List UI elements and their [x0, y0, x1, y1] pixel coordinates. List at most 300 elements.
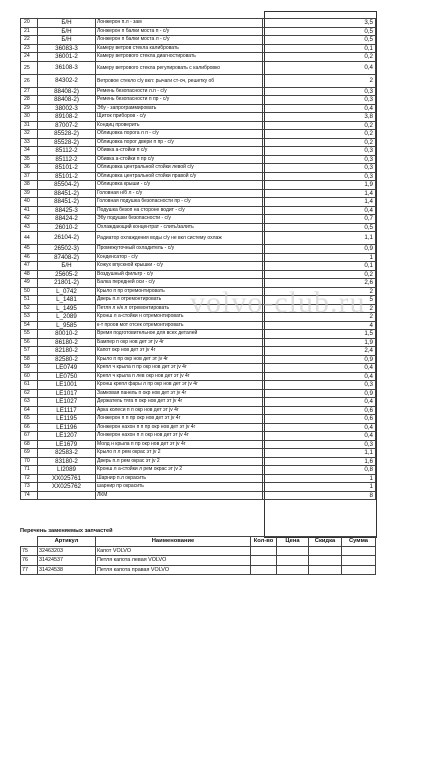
row-quantity: 0,5 [263, 27, 376, 36]
row-article: LE1017 [38, 389, 96, 398]
row-description: Лонжерон нахон п п пр окр нов дет эт jv 4г [96, 423, 263, 432]
row-number: 29 [21, 104, 38, 113]
row-article: L_1495 [38, 304, 96, 313]
row-article: 86180-2 [38, 338, 96, 347]
table-row [21, 491, 376, 500]
row-description: Облицовка центральной стойки левой с/у [96, 164, 263, 173]
row-article: 21801-2) [38, 279, 96, 288]
row-description: Камеру ветров стекла калибровать [96, 44, 263, 53]
part-article: 31424538 [38, 565, 96, 575]
row-number: 62 [21, 389, 38, 398]
row-article: 36001-2 [38, 53, 96, 62]
table-row [21, 164, 376, 173]
parts-row [21, 546, 376, 556]
table-row [21, 398, 376, 407]
row-quantity: 0,2 [263, 130, 376, 139]
row-description: Облицовка порог двери п пр - с/у [96, 138, 263, 147]
row-article: 83180-2 [38, 457, 96, 466]
row-quantity: 1 [263, 474, 376, 483]
row-article: XX025761 [38, 474, 96, 483]
row-number: 25 [21, 61, 38, 74]
row-quantity: 0,5 [263, 223, 376, 232]
row-quantity: 2 [263, 304, 376, 313]
row-description: Облицовка порога л п - с/у [96, 130, 263, 139]
row-article: 87408-2) [38, 253, 96, 262]
table-row [21, 483, 376, 492]
row-quantity: 0,1 [263, 44, 376, 53]
row-description: Держатель тяга п окр нов дет эт jv 4г [96, 398, 263, 407]
table-row [21, 389, 376, 398]
table-row [21, 466, 376, 475]
table-row [21, 130, 376, 139]
row-article: LE1207 [38, 432, 96, 441]
works-table [20, 18, 376, 500]
row-number: 71 [21, 466, 38, 475]
row-article: 26010-2 [38, 223, 96, 232]
table-row [21, 253, 376, 262]
row-number: 37 [21, 172, 38, 181]
row-description: Бампер п окр нов дет эт jv 4г [96, 338, 263, 347]
part-sum [342, 565, 376, 575]
row-description: Лонжерон п балки моста п - с/у [96, 27, 263, 36]
header-qty: Кол-во [251, 537, 277, 547]
row-description: Балка передней оси - с/у [96, 279, 263, 288]
row-description: Камеру ветрового стекла диагностировать [96, 53, 263, 62]
table-row [21, 381, 376, 390]
table-row [21, 321, 376, 330]
row-article: 82180-2 [38, 347, 96, 356]
part-discount [309, 546, 342, 556]
row-article: LE1679 [38, 440, 96, 449]
row-number: 49 [21, 279, 38, 288]
row-article: 38002-3 [38, 104, 96, 113]
row-description: Лонжерон нахон п л окр нов дет эт jv 4г [96, 432, 263, 441]
header-name: Наименование [96, 537, 251, 547]
row-description: Промежуточный охладитель - с/у [96, 245, 263, 254]
row-article: LE1001 [38, 381, 96, 390]
row-number: 35 [21, 155, 38, 164]
table-row [21, 223, 376, 232]
row-quantity: 3,8 [263, 113, 376, 122]
row-article: 82583-2 [38, 449, 96, 458]
part-name: Петля капота левая VOLVO [96, 556, 251, 566]
row-number: 54 [21, 321, 38, 330]
row-article: 85101-2 [38, 172, 96, 181]
row-quantity: 0,2 [263, 53, 376, 62]
row-article: Б/Н [38, 27, 96, 36]
row-article: LE0750 [38, 372, 96, 381]
row-article: Б/Н [38, 262, 96, 271]
table-row [21, 364, 376, 373]
part-price [277, 556, 309, 566]
table-row [21, 147, 376, 156]
parts-table-body [21, 546, 376, 575]
row-quantity: 1,6 [263, 457, 376, 466]
row-quantity: 0,4 [263, 364, 376, 373]
row-number: 50 [21, 287, 38, 296]
row-quantity: 1,1 [263, 232, 376, 245]
row-article: L_1481 [38, 296, 96, 305]
row-quantity: 0,3 [263, 440, 376, 449]
row-number: 69 [21, 449, 38, 458]
row-article [38, 491, 96, 500]
row-number: 45 [21, 245, 38, 254]
row-quantity: 0,4 [263, 372, 376, 381]
row-quantity: 0,4 [263, 61, 376, 74]
parts-table [20, 536, 376, 575]
row-description: Эбу подушки безопасности - с/у [96, 215, 263, 224]
row-description: Облицовка центральной стойки правой с/у [96, 172, 263, 181]
table-row [21, 74, 376, 87]
row-article: 26104-2) [38, 232, 96, 245]
row-article: 88451-2) [38, 189, 96, 198]
table-row [21, 330, 376, 339]
row-number: 34 [21, 147, 38, 156]
part-name: Петля капота правая VOLVO [96, 565, 251, 575]
row-article: 88425-3 [38, 206, 96, 215]
row-quantity: 0,4 [263, 104, 376, 113]
part-number: 77 [21, 565, 38, 575]
row-description: Крыло п пр отремонтировать [96, 287, 263, 296]
row-article: Б/Н [38, 19, 96, 28]
row-quantity: 0,3 [263, 155, 376, 164]
table-row [21, 19, 376, 28]
row-number: 36 [21, 164, 38, 173]
row-article: XX025762 [38, 483, 96, 492]
row-quantity: 0,3 [263, 172, 376, 181]
table-row [21, 449, 376, 458]
table-row [21, 181, 376, 190]
row-description: Шарнир п.л окрасить [96, 474, 263, 483]
row-number: 55 [21, 330, 38, 339]
row-quantity: 5 [263, 296, 376, 305]
part-number: 76 [21, 556, 38, 566]
row-number: 44 [21, 232, 38, 245]
row-number: 74 [21, 491, 38, 500]
part-price [277, 565, 309, 575]
row-description: Крыло п пр окр нов дет эт jv 4г [96, 355, 263, 364]
row-number: 26 [21, 74, 38, 87]
row-number: 22 [21, 36, 38, 45]
row-number: 42 [21, 215, 38, 224]
row-quantity: 1,4 [263, 189, 376, 198]
row-description: Ремень безопасности л.п - с/у [96, 87, 263, 96]
row-quantity: 0,5 [263, 36, 376, 45]
row-number: 63 [21, 398, 38, 407]
row-number: 40 [21, 198, 38, 207]
row-description: Лонжерон п п пр окр нов дет эт jv 4г [96, 415, 263, 424]
row-description: Обивка а-стойки п с/у [96, 147, 263, 156]
row-description: Дверь п.л рем окрас эт jv 2 [96, 457, 263, 466]
row-number: 48 [21, 270, 38, 279]
table-row [21, 415, 376, 424]
row-description: Ветровое стекло с/у вкл: рычаги ст-оч, решетку об [96, 74, 263, 87]
row-article: 82580-2 [38, 355, 96, 364]
row-description: Крепл ч крыла п лев окр нов дет эт jv 4г [96, 372, 263, 381]
header-article: Артикул [38, 537, 96, 547]
part-article: 32463203 [38, 546, 96, 556]
row-number: 39 [21, 189, 38, 198]
row-number: 31 [21, 121, 38, 130]
row-quantity: 0,3 [263, 381, 376, 390]
row-quantity: 8 [263, 491, 376, 500]
row-article: 85528-2) [38, 138, 96, 147]
row-number: 65 [21, 415, 38, 424]
row-number: 70 [21, 457, 38, 466]
table-row [21, 121, 376, 130]
parts-row [21, 565, 376, 575]
row-description: Петля л н/к л отремонтировать [96, 304, 263, 313]
table-row [21, 172, 376, 181]
row-article: 80010-2 [38, 330, 96, 339]
row-quantity: 1,9 [263, 181, 376, 190]
row-description: Радиатор охлаждения воды с/у не вкл систему охлаж [96, 232, 263, 245]
header-sum: Сумма [342, 537, 376, 547]
row-description: Кронш л а-стойки н отремонтировать [96, 313, 263, 322]
row-article: 85112-2 [38, 155, 96, 164]
table-row [21, 457, 376, 466]
part-sum [342, 556, 376, 566]
table-row [21, 347, 376, 356]
table-row [21, 61, 376, 74]
row-description: Время подготовительное для всех деталей [96, 330, 263, 339]
row-quantity: 0,4 [263, 423, 376, 432]
row-description: ЛКМ [96, 491, 263, 500]
row-description: Охлаждающий концентрат - слить/залить [96, 223, 263, 232]
row-number: 33 [21, 138, 38, 147]
table-row [21, 270, 376, 279]
part-number: 75 [21, 546, 38, 556]
row-number: 23 [21, 44, 38, 53]
table-row [21, 355, 376, 364]
row-article: LE1196 [38, 423, 96, 432]
part-qty [251, 565, 277, 575]
row-description: Кожух впускной крышки - с/у [96, 262, 263, 271]
row-description: Лонжерон п балки моста л - с/у [96, 36, 263, 45]
row-quantity: 0,6 [263, 406, 376, 415]
row-quantity: 1,1 [263, 449, 376, 458]
works-table-body [21, 19, 376, 500]
row-description: Головная н/б л - с/у [96, 189, 263, 198]
part-price [277, 546, 309, 556]
part-article: 31424537 [38, 556, 96, 566]
row-article: LE1027 [38, 398, 96, 407]
row-number: 73 [21, 483, 38, 492]
row-quantity: 0,3 [263, 87, 376, 96]
table-row [21, 36, 376, 45]
parts-row [21, 556, 376, 566]
row-number: 46 [21, 253, 38, 262]
row-quantity: 2 [263, 74, 376, 87]
row-article: 88424-2 [38, 215, 96, 224]
row-description: Кронш л а-стойки л рем окрас эт jv 2 [96, 466, 263, 475]
row-description: Камеру ветрового стекла регулировать с калибровко [96, 61, 263, 74]
row-article: 84302-2 [38, 74, 96, 87]
row-description: Лонжерон п.л - зам [96, 19, 263, 28]
row-number: 43 [21, 223, 38, 232]
row-number: 28 [21, 96, 38, 105]
row-quantity: 1 [263, 483, 376, 492]
row-number: 59 [21, 364, 38, 373]
row-quantity: 1,9 [263, 338, 376, 347]
row-quantity: 0,2 [263, 138, 376, 147]
table-row [21, 87, 376, 96]
row-number: 38 [21, 181, 38, 190]
row-description: Воздушный фильтр - с/у [96, 270, 263, 279]
row-article: L_9585 [38, 321, 96, 330]
table-row [21, 206, 376, 215]
table-row [21, 96, 376, 105]
row-number: 67 [21, 432, 38, 441]
table-row [21, 245, 376, 254]
row-quantity: 0,9 [263, 355, 376, 364]
row-quantity: 0,9 [263, 245, 376, 254]
table-row [21, 198, 376, 207]
row-article: LE0749 [38, 364, 96, 373]
row-quantity: 0,9 [263, 389, 376, 398]
row-description: Ремень безопасности п пр - с/у [96, 96, 263, 105]
row-quantity: 2,4 [263, 347, 376, 356]
row-quantity: 0,4 [263, 432, 376, 441]
part-discount [309, 565, 342, 575]
header-price: Цена [277, 537, 309, 547]
row-article: 88408-2) [38, 87, 96, 96]
row-description: Капот окр нов дет эт jv 4г [96, 347, 263, 356]
table-row [21, 440, 376, 449]
row-article: 87007-2 [38, 121, 96, 130]
table-row [21, 423, 376, 432]
row-article: LI2089 [38, 466, 96, 475]
row-number: 24 [21, 53, 38, 62]
table-row [21, 44, 376, 53]
row-article: 88408-2) [38, 96, 96, 105]
table-row [21, 104, 376, 113]
row-quantity: 0,3 [263, 96, 376, 105]
watermark: volvo-club.ru [190, 286, 366, 319]
row-description: к-т проов мот отсек отремонтировать [96, 321, 263, 330]
row-number: 47 [21, 262, 38, 271]
row-article: Б/Н [38, 36, 96, 45]
row-number: 61 [21, 381, 38, 390]
row-quantity: 0,6 [263, 415, 376, 424]
row-number: 58 [21, 355, 38, 364]
row-description: Крыло п л рем окрас эт jv 2 [96, 449, 263, 458]
row-number: 57 [21, 347, 38, 356]
parts-section-title: Перечень заменяемых запчастей [20, 528, 113, 534]
row-description: Обивка а-стойки п пр с/у [96, 155, 263, 164]
row-article: 85504-2) [38, 181, 96, 190]
row-quantity: 4 [263, 321, 376, 330]
row-quantity: 0,7 [263, 215, 376, 224]
row-article: 26502-3) [38, 245, 96, 254]
table-row [21, 138, 376, 147]
row-number: 32 [21, 130, 38, 139]
row-article: LE1117 [38, 406, 96, 415]
row-number: 21 [21, 27, 38, 36]
table-row [21, 406, 376, 415]
row-description: Дверь п.л отремонтировать [96, 296, 263, 305]
row-quantity: 2,6 [263, 279, 376, 288]
row-number: 53 [21, 313, 38, 322]
row-number: 20 [21, 19, 38, 28]
row-quantity: 0,1 [263, 262, 376, 271]
row-number: 66 [21, 423, 38, 432]
row-description: шарнир пр окрасить [96, 483, 263, 492]
row-number: 68 [21, 440, 38, 449]
row-number: 72 [21, 474, 38, 483]
row-article: 36083-3 [38, 44, 96, 53]
table-row [21, 262, 376, 271]
table-row [21, 232, 376, 245]
table-row [21, 27, 376, 36]
row-article: 25605-2 [38, 270, 96, 279]
row-quantity: 0,3 [263, 147, 376, 156]
row-quantity: 1 [263, 253, 376, 262]
row-number: 56 [21, 338, 38, 347]
row-quantity: 0,4 [263, 206, 376, 215]
row-number: 60 [21, 372, 38, 381]
row-article: 85112-2 [38, 147, 96, 156]
table-row [21, 474, 376, 483]
header-discount: Скидка [309, 537, 342, 547]
table-row [21, 215, 376, 224]
row-description: Головная подушка безопасности пр - с/у [96, 198, 263, 207]
table-row [21, 189, 376, 198]
row-description: Щиток приборов - с/у [96, 113, 263, 122]
row-number: 64 [21, 406, 38, 415]
row-description: Крепл ч крыла п пр окр нов дет эт jv 4г [96, 364, 263, 373]
row-number: 41 [21, 206, 38, 215]
row-description: Подушка безоп на стороне водит - с/у [96, 206, 263, 215]
row-number: 51 [21, 296, 38, 305]
row-article: 88451-2) [38, 198, 96, 207]
table-row [21, 372, 376, 381]
row-quantity: 2 [263, 287, 376, 296]
row-quantity: 0,3 [263, 164, 376, 173]
table-row [21, 53, 376, 62]
row-description: Конденсатор - с/у [96, 253, 263, 262]
part-qty [251, 546, 277, 556]
table-row [21, 113, 376, 122]
row-article: L_2089 [38, 313, 96, 322]
table-row [21, 155, 376, 164]
row-article: 85528-2) [38, 130, 96, 139]
part-sum [342, 546, 376, 556]
row-description: Молд н крыла п пр окр нов дет эт jv 4г [96, 440, 263, 449]
row-description: Замковая панель п окр нов дет эт jv 4г [96, 389, 263, 398]
header-blank [21, 537, 38, 547]
row-number: 30 [21, 113, 38, 122]
part-name: Капот VOLVO [96, 546, 251, 556]
row-description: Эбу - запрограммировать [96, 104, 263, 113]
part-qty [251, 556, 277, 566]
row-article: 36108-3 [38, 61, 96, 74]
row-article: 89108-2 [38, 113, 96, 122]
row-description: Кронш крепл фары л пр окр нов дет эт jv 4г [96, 381, 263, 390]
part-discount [309, 556, 342, 566]
table-row [21, 432, 376, 441]
row-quantity: 1,4 [263, 198, 376, 207]
row-quantity: 0,8 [263, 466, 376, 475]
row-quantity: 0,2 [263, 121, 376, 130]
row-article: 85101-2 [38, 164, 96, 173]
row-article: LE1195 [38, 415, 96, 424]
row-quantity: 3,5 [263, 19, 376, 28]
table-row [21, 338, 376, 347]
row-number: 52 [21, 304, 38, 313]
row-description: Кондиц проверить [96, 121, 263, 130]
parts-table-header [21, 537, 376, 547]
